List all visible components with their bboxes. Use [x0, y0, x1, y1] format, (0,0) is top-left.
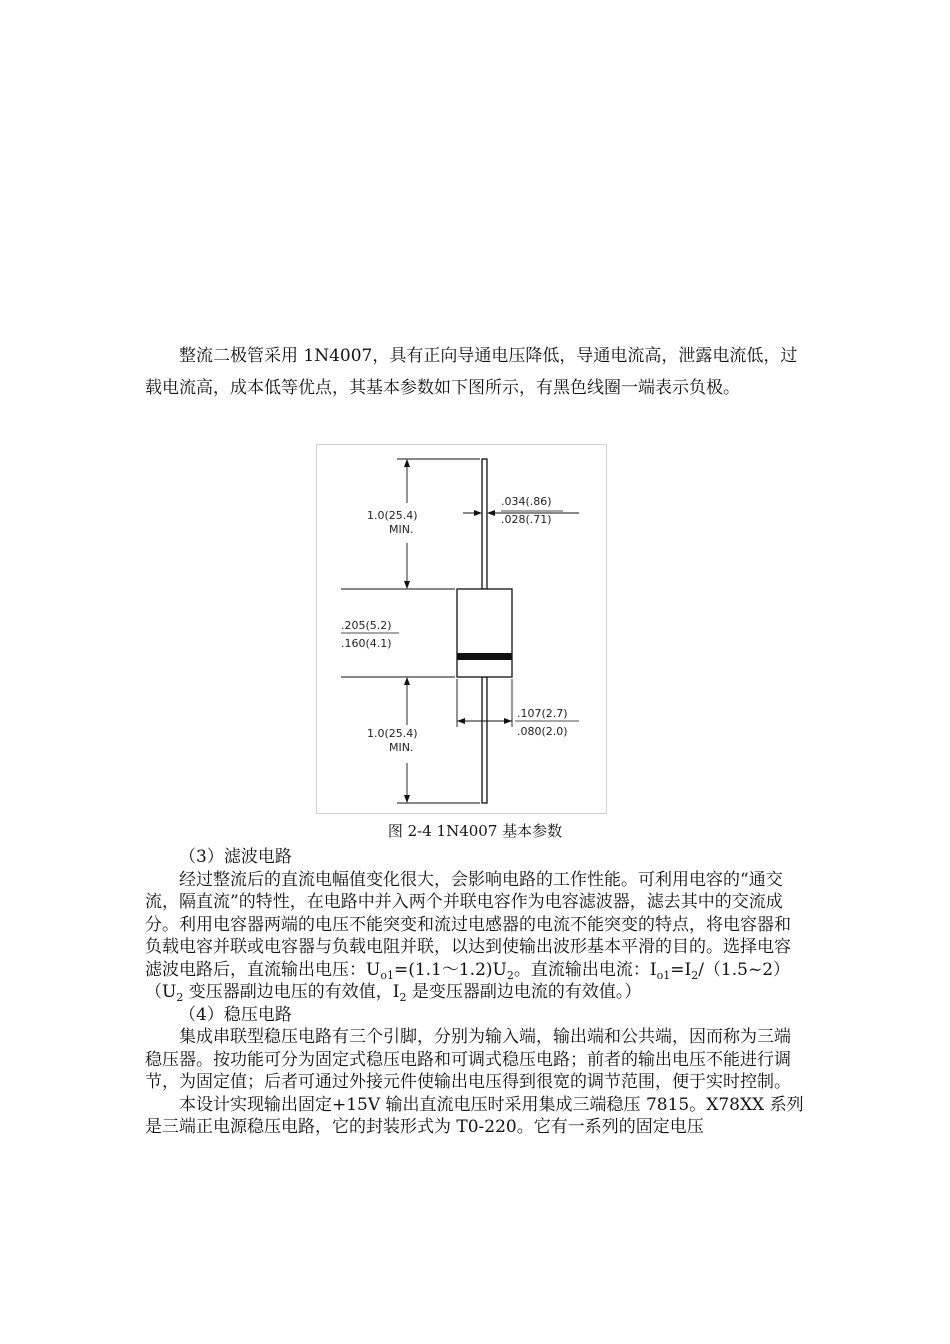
- dim-lead-diameter-max: .034(.86): [501, 495, 552, 508]
- diode-dimension-figure: [316, 444, 607, 814]
- bottom-lead: [482, 677, 487, 803]
- section-3: [145, 846, 807, 1139]
- dim-lead-length-top-min: MIN.: [389, 523, 414, 536]
- dim-body-length-min: .160(4.1): [341, 637, 392, 650]
- section-4-paragraph-2: 本设计实现输出固定+15V 输出直流电压时采用集成三端稳压 7815。X78XX 系列是三端正电源稳压电路，它的封装形式为 T0-220。它有一系列的固定电压: [145, 1094, 804, 1137]
- cathode-band: [457, 653, 512, 660]
- figure-caption: 图 2-4 1N4007 基本参数: [387, 822, 563, 840]
- dim-lead-length-top: 1.0(25.4): [367, 509, 418, 522]
- section-4-paragraph-1: 集成串联型稳压电路有三个引脚，分别为输入端，输出端和公共端，因而称为三端稳压器。按功能可分为固定式稳压电路和可调式稳压电路；前者的输出电压不能进行调节，为固定值；后者可通过外接元件使输出电压得到很宽的调节范围，便于实时控制。: [145, 1027, 791, 1092]
- diode-body: [457, 589, 512, 677]
- dim-body-length-max: .205(5.2): [341, 619, 392, 632]
- top-lead: [482, 459, 487, 589]
- dim-lead-length-bottom: 1.0(25.4): [367, 727, 418, 740]
- section-3-heading: （3）滤波电路: [179, 847, 292, 867]
- dim-lead-diameter-min: .028(.71): [501, 513, 552, 526]
- diode-outline-drawing: [317, 445, 606, 813]
- dim-lead-length-bottom-min: MIN.: [389, 741, 414, 754]
- section-4-heading: （4）稳压电路: [179, 1004, 292, 1025]
- section-3-paragraph: 经过整流后的直流电幅值变化很大，会影响电路的工作性能。可利用电容的“通交流，隔直流”的特性，在电路中并入两个并联电容作为电容滤波器，滤去其中的交流成分。利用电容器两端的电压不能突变和流过电感器的电流不能突变的特点，将电容器和负载电容并联或电容器与负载电阻并联，以达到使输出波形基本平滑的目的。选择电容滤波电路后，直流输出电压：$U_{o1}=(1.1\sim 1.2)U_2$。直流输出电流：$I_{o1}=I_2/(1.5\sim 2)(U_2$ 变压器副边电压的有效值，$I_2$ 是变压器副边电流的有效值。）: [145, 869, 791, 1004]
- dim-body-diameter-max: .107(2.7): [517, 707, 568, 720]
- intro-paragraph: 整流二极管采用 1N4007，具有正向导通电压降低，导通电流高，泄露电流低，过载电流高，成本低等优点，其基本参数如下图所示，有黑色线圈一端表示负极。: [145, 346, 798, 398]
- dim-body-diameter-min: .080(2.0): [517, 725, 568, 738]
